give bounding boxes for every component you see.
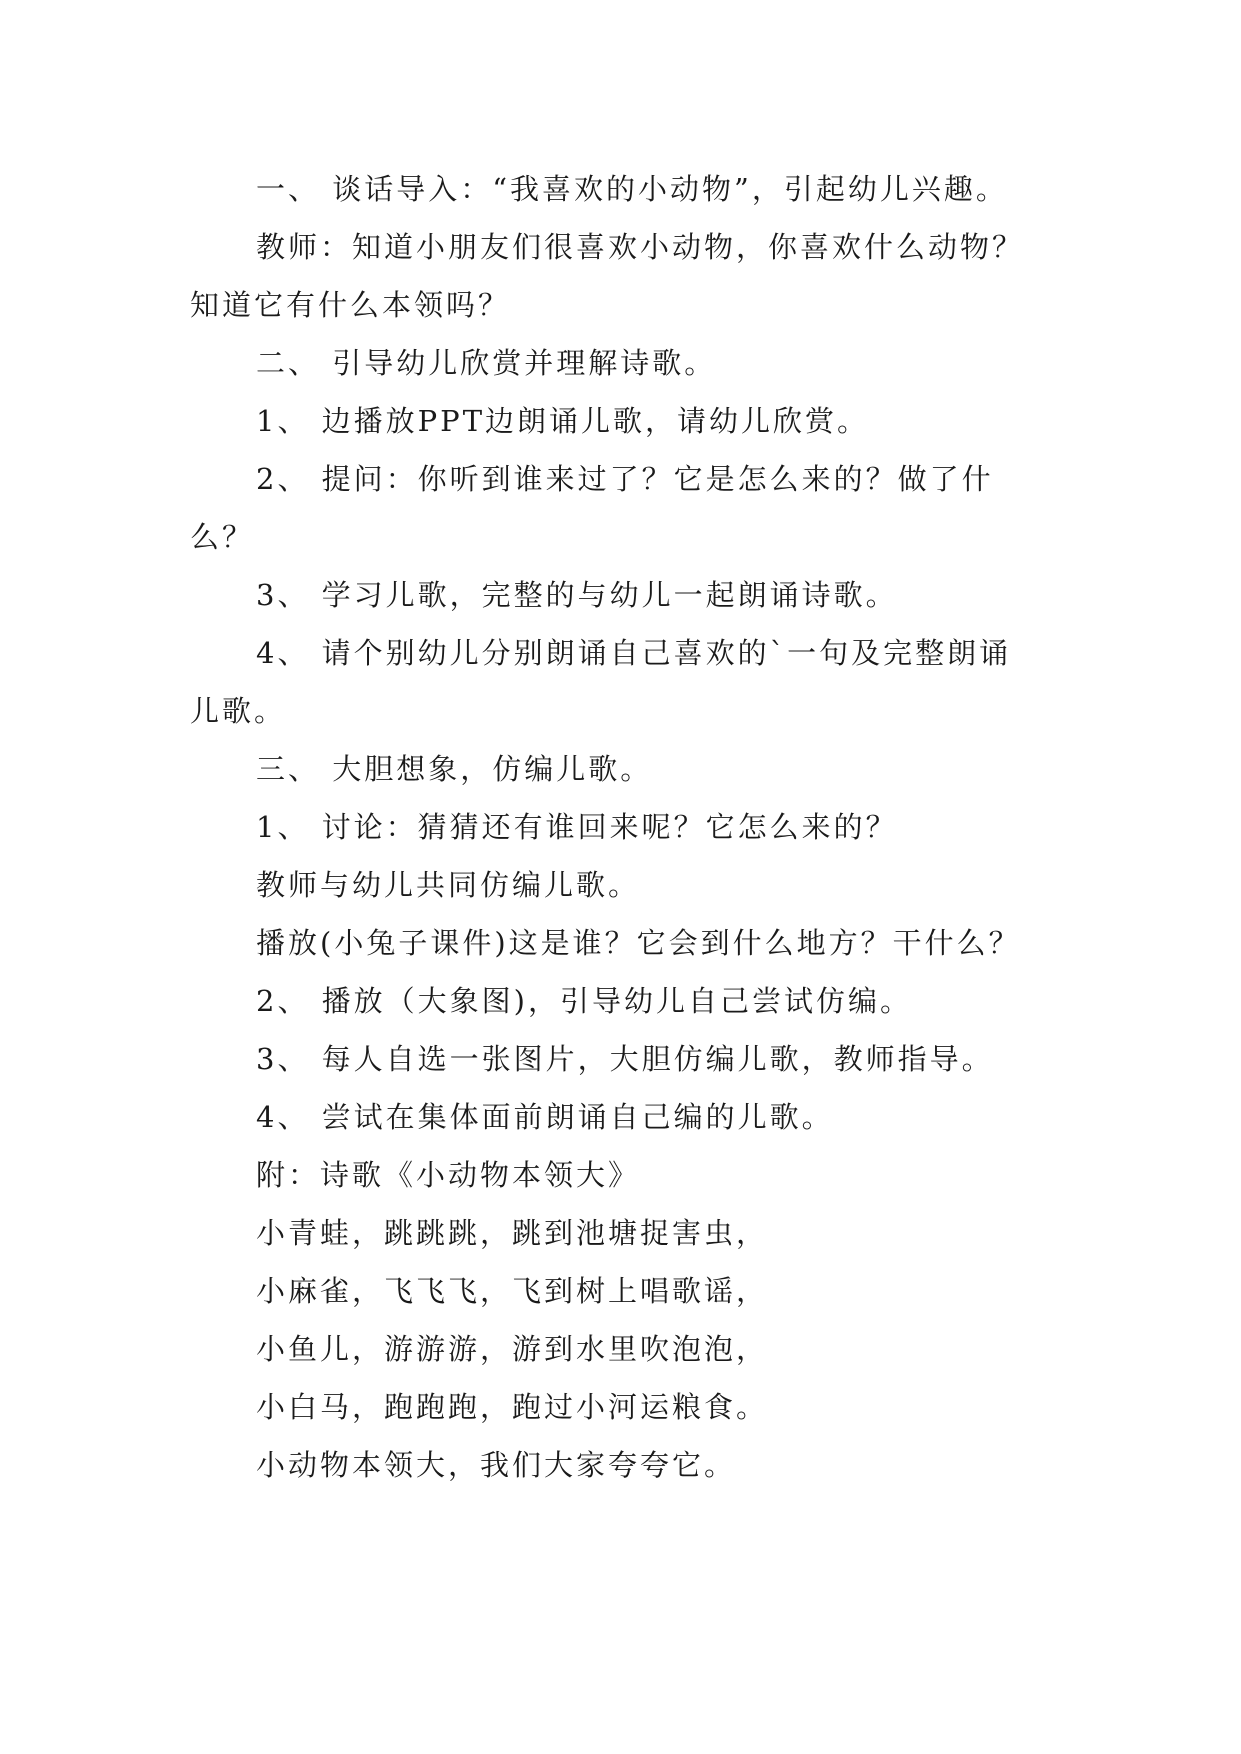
poem-line: 小青蛙，跳跳跳，跳到池塘捉害虫， (256, 1216, 769, 1250)
paragraph-line: 知道它有什么本领吗？ (190, 288, 511, 322)
poem-line: 小麻雀，飞飞飞，飞到树上唱歌谣， (256, 1274, 769, 1308)
list-item: 1、 讨论：猜猜还有谁回来呢？它怎么来的？ (256, 810, 898, 844)
list-item: 2、 播放（大象图)，引导幼儿自己尝试仿编。 (256, 984, 912, 1018)
poem-line: 小鱼儿，游游游，游到水里吹泡泡， (256, 1332, 769, 1366)
paragraph-line: 教师与幼儿共同仿编儿歌。 (256, 868, 641, 902)
poem-title: 附：诗歌《小动物本领大》 (256, 1158, 641, 1192)
list-item: 2、 提问：你听到谁来过了？它是怎么来的？做了什 (256, 462, 994, 496)
list-item: 3、 每人自选一张图片，大胆仿编儿歌，教师指导。 (256, 1042, 994, 1076)
paragraph-line: 教师：知道小朋友们很喜欢小动物，你喜欢什么动物？ (256, 230, 1025, 264)
paragraph-line: 儿歌。 (190, 694, 287, 728)
list-item: 4、 请个别幼儿分别朗诵自己喜欢的`一句及完整朗诵 (256, 636, 1012, 670)
paragraph-line: 播放(小兔子课件)这是谁？它会到什么地方？干什么？ (256, 926, 1021, 960)
poem-line: 小白马，跑跑跑，跑过小河运粮食。 (256, 1390, 769, 1424)
section-heading-intro: 一、 谈话导入：“我喜欢的小动物”，引起幼儿兴趣。 (256, 172, 1008, 206)
list-item: 1、 边播放PPT边朗诵儿歌，请幼儿欣赏。 (256, 404, 870, 438)
document-body (190, 160, 1070, 1494)
list-item: 4、 尝试在集体面前朗诵自己编的儿歌。 (256, 1100, 834, 1134)
section-heading-imagine: 三、 大胆想象，仿编儿歌。 (256, 752, 653, 786)
section-heading-appreciate: 二、 引导幼儿欣赏并理解诗歌。 (256, 346, 717, 380)
paragraph-line: 么？ (190, 520, 255, 554)
poem-line: 小动物本领大，我们大家夸夸它。 (256, 1448, 737, 1482)
list-item: 3、 学习儿歌，完整的与幼儿一起朗诵诗歌。 (256, 578, 898, 612)
